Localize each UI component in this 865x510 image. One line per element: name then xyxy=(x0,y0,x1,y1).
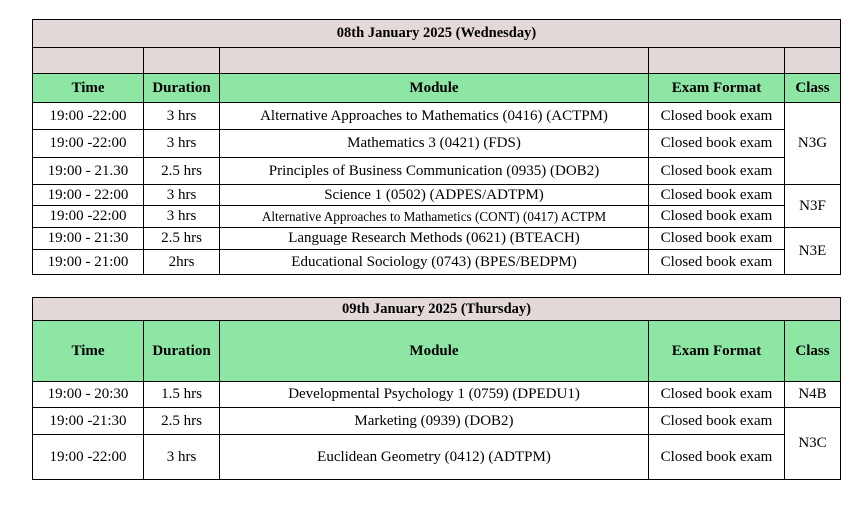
time-cell: 19:00 -22:00 xyxy=(33,206,144,228)
module-cell: Educational Sociology (0743) (BPES/BEDPM) xyxy=(220,250,649,275)
format-cell: Closed book exam xyxy=(649,206,785,228)
day1-date-heading: 08th January 2025 (Wednesday) xyxy=(33,20,841,48)
class-cell: N3E xyxy=(785,228,841,275)
format-cell: Closed book exam xyxy=(649,408,785,435)
table-row xyxy=(33,408,841,435)
class-cell: N3G xyxy=(785,103,841,185)
class-cell: N4B xyxy=(785,382,841,408)
table-row xyxy=(33,250,841,275)
time-cell: 19:00 - 20:30 xyxy=(33,382,144,408)
module-cell: Mathematics 3 (0421) (FDS) xyxy=(220,130,649,158)
time-cell: 19:00 - 22:00 xyxy=(33,185,144,206)
time-cell: 19:00 - 21:30 xyxy=(33,228,144,250)
format-cell: Closed book exam xyxy=(649,435,785,480)
table-row xyxy=(33,103,841,130)
module-cell: Alternative Approaches to Mathematics (0416) (ACTPM) xyxy=(220,103,649,130)
format-cell: Closed book exam xyxy=(649,103,785,130)
table-row xyxy=(33,185,841,206)
module-cell: Euclidean Geometry (0412) (ADTPM) xyxy=(220,435,649,480)
duration-cell: 3 hrs xyxy=(144,435,220,480)
module-cell: Science 1 (0502) (ADPES/ADTPM) xyxy=(220,185,649,206)
table-row xyxy=(33,130,841,158)
class-cell: N3F xyxy=(785,185,841,228)
col-header-format: Exam Format xyxy=(649,74,785,103)
duration-cell: 3 hrs xyxy=(144,130,220,158)
duration-cell: 3 hrs xyxy=(144,103,220,130)
format-cell: Closed book exam xyxy=(649,130,785,158)
table-row xyxy=(33,435,841,480)
col-header-time: Time xyxy=(33,321,144,382)
table-row xyxy=(33,158,841,185)
format-cell: Closed book exam xyxy=(649,382,785,408)
format-cell: Closed book exam xyxy=(649,185,785,206)
time-cell: 19:00 - 21.30 xyxy=(33,158,144,185)
col-header-module: Module xyxy=(220,74,649,103)
format-cell: Closed book exam xyxy=(649,250,785,275)
table-row xyxy=(33,206,841,228)
time-cell: 19:00 - 21:00 xyxy=(33,250,144,275)
col-header-module: Module xyxy=(220,321,649,382)
blank-cell xyxy=(144,48,220,74)
duration-cell: 1.5 hrs xyxy=(144,382,220,408)
col-header-class: Class xyxy=(785,321,841,382)
col-header-format: Exam Format xyxy=(649,321,785,382)
module-cell: Alternative Approaches to Mathametics (CONT) (0417) ACTPM xyxy=(220,206,649,228)
blank-cell xyxy=(220,48,649,74)
class-cell: N3C xyxy=(785,408,841,480)
duration-cell: 2.5 hrs xyxy=(144,408,220,435)
exam-table-day1 xyxy=(32,19,841,275)
col-header-duration: Duration xyxy=(144,321,220,382)
duration-cell: 2hrs xyxy=(144,250,220,275)
blank-cell xyxy=(785,48,841,74)
duration-cell: 3 hrs xyxy=(144,206,220,228)
module-cell: Language Research Methods (0621) (BTEACH) xyxy=(220,228,649,250)
col-header-time: Time xyxy=(33,74,144,103)
time-cell: 19:00 -22:00 xyxy=(33,435,144,480)
duration-cell: 2.5 hrs xyxy=(144,228,220,250)
exam-table-day2 xyxy=(32,297,841,480)
col-header-duration: Duration xyxy=(144,74,220,103)
time-cell: 19:00 -22:00 xyxy=(33,103,144,130)
format-cell: Closed book exam xyxy=(649,228,785,250)
time-cell: 19:00 -22:00 xyxy=(33,130,144,158)
table-row xyxy=(33,228,841,250)
module-cell: Principles of Business Communication (0935) (DOB2) xyxy=(220,158,649,185)
duration-cell: 2.5 hrs xyxy=(144,158,220,185)
duration-cell: 3 hrs xyxy=(144,185,220,206)
module-cell: Marketing (0939) (DOB2) xyxy=(220,408,649,435)
blank-cell xyxy=(33,48,144,74)
table-row xyxy=(33,382,841,408)
time-cell: 19:00 -21:30 xyxy=(33,408,144,435)
module-cell: Developmental Psychology 1 (0759) (DPEDU1) xyxy=(220,382,649,408)
day2-date-heading: 09th January 2025 (Thursday) xyxy=(33,298,841,321)
blank-cell xyxy=(649,48,785,74)
format-cell: Closed book exam xyxy=(649,158,785,185)
col-header-class: Class xyxy=(785,74,841,103)
